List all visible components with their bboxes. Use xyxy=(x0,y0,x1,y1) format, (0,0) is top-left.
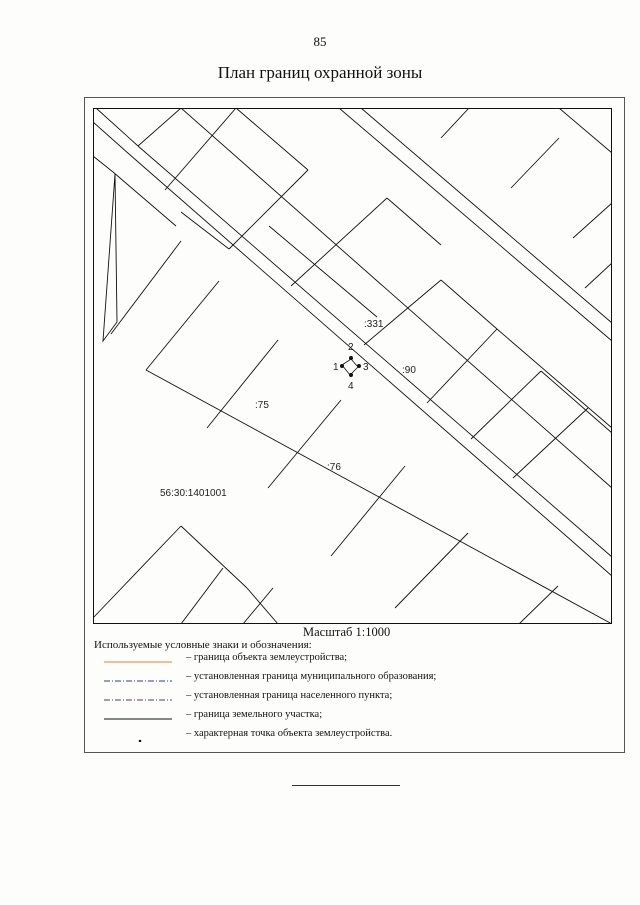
point-label-3: 3 xyxy=(363,362,369,373)
parcel-boundary xyxy=(387,198,441,245)
legend-text: – установленная граница муниципального образования; xyxy=(186,671,437,682)
blue-dashdot-line-symbol xyxy=(104,671,172,685)
legend-item-municipal-boundary xyxy=(94,671,594,685)
orange-line-symbol xyxy=(104,652,172,666)
legend-item-parcel-boundary xyxy=(94,709,594,723)
parcel-boundary xyxy=(207,340,278,428)
parcel-boundary xyxy=(146,281,219,370)
parcel-boundary xyxy=(103,174,117,341)
parcel-boundary xyxy=(243,588,273,624)
parcel-boundary xyxy=(519,586,558,624)
road-boundary xyxy=(339,108,612,341)
cadastral-quarter-label: 56:30:1401001 xyxy=(160,488,227,499)
parcel-boundary xyxy=(541,371,612,433)
parcel-boundary xyxy=(181,568,223,624)
parcel-boundary xyxy=(165,108,236,190)
point-marker xyxy=(349,356,353,360)
parcel-label-331: :331 xyxy=(364,319,384,330)
point-label-4: 4 xyxy=(348,381,354,392)
parcel-boundary xyxy=(247,588,278,624)
point-symbol xyxy=(104,728,172,742)
black-line-symbol xyxy=(104,709,172,723)
point-marker xyxy=(340,364,344,368)
parcel-boundary xyxy=(291,198,387,286)
point-marker xyxy=(357,364,361,368)
legend-item-object-boundary xyxy=(94,652,594,666)
page-number: 85 xyxy=(313,34,327,49)
parcel-boundary xyxy=(441,108,469,138)
point-marker xyxy=(349,373,353,377)
parcel-boundary xyxy=(236,108,308,170)
parcel-boundary xyxy=(471,371,541,439)
parcel-boundary xyxy=(511,138,559,188)
boundary-plan-map xyxy=(93,108,612,624)
signature-line xyxy=(292,785,400,786)
road-boundary xyxy=(96,108,138,146)
legend-item-settlement-boundary xyxy=(94,690,594,704)
point-label-1: 1 xyxy=(333,362,339,373)
road-boundary xyxy=(93,156,113,172)
plan-title: План границ охранной зоны xyxy=(217,63,423,82)
scale-label: Масштаб 1:1000 xyxy=(303,625,391,639)
parcel-boundary xyxy=(331,466,405,556)
parcel-label-90: :90 xyxy=(402,365,416,376)
parcel-boundary xyxy=(427,329,497,403)
parcel-boundary xyxy=(181,526,247,588)
parcel-label-76: :76 xyxy=(327,462,341,473)
parcel-boundary xyxy=(268,400,341,488)
road-boundary xyxy=(361,108,612,323)
road-boundary xyxy=(129,154,612,576)
road-boundary xyxy=(138,108,181,146)
legend-text: – характерная точка объекта землеустройства. xyxy=(186,728,393,739)
parcel-boundary xyxy=(395,533,468,608)
parcel-boundary xyxy=(513,408,588,478)
parcel-boundary xyxy=(585,263,612,288)
parcel-boundary xyxy=(364,280,441,345)
parcel-boundary xyxy=(93,526,181,618)
map-border xyxy=(94,109,612,624)
parcel-boundary xyxy=(441,280,497,329)
legend-item-characteristic-point xyxy=(94,728,594,742)
road-boundary xyxy=(93,122,129,154)
legend-title: Используемые условные знаки и обозначения: xyxy=(94,639,312,651)
legend-text: – граница земельного участка; xyxy=(186,709,323,720)
parcel-boundary xyxy=(497,329,612,428)
parcel-label-75: :75 xyxy=(255,400,269,411)
parcel-boundary xyxy=(269,226,377,317)
protection-zone-boundary xyxy=(342,359,358,375)
point-label-2: 2 xyxy=(348,342,354,353)
parcel-boundary xyxy=(559,108,612,153)
parcel-boundary xyxy=(111,241,181,334)
legend-text: – граница объекта землеустройства; xyxy=(186,652,348,663)
road-boundary xyxy=(181,108,612,488)
road-boundary xyxy=(113,172,176,226)
purple-dashdot-line-symbol xyxy=(104,690,172,704)
parcel-boundary xyxy=(181,212,229,249)
parcel-boundary xyxy=(573,203,612,238)
legend-text: – установленная граница населенного пункта; xyxy=(186,690,393,701)
